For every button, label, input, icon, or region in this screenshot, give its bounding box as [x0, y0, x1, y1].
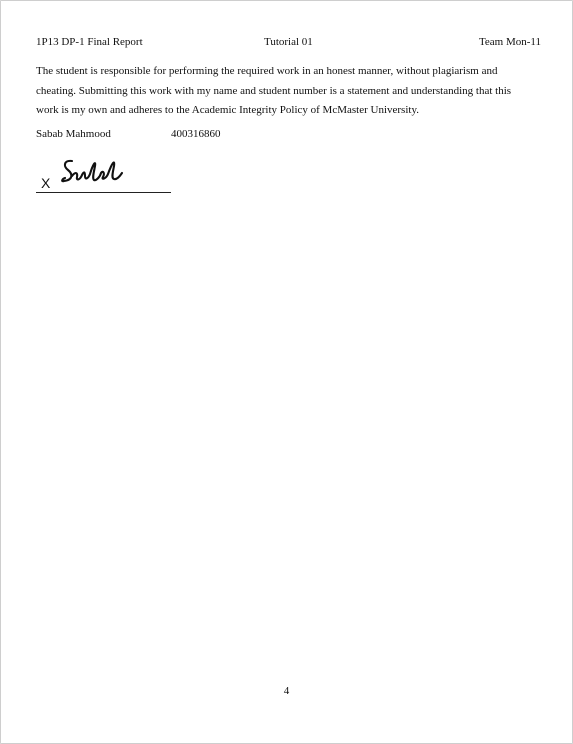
signature-x-mark: X — [41, 175, 51, 191]
header-team: Team Mon-11 — [478, 36, 541, 48]
student-name: Sabab Mahmood — [36, 128, 111, 140]
header-report-title: 1P13 DP-1 Final Report — [36, 36, 143, 48]
header-tutorial: Tutorial 01 — [264, 36, 313, 48]
document-page — [1, 1, 572, 743]
page-header — [36, 36, 541, 50]
page-number: 4 — [283, 685, 290, 697]
signer-info — [36, 128, 336, 142]
handwritten-signature — [60, 156, 132, 188]
signature-block — [36, 156, 171, 196]
academic-integrity-statement: The student is responsible for performing the required work in an honest manner, without plagiarism and cheating. Submitting this work with my name and student number is a statement and understanding that this work is my own and adheres to the Academic Integrity Policy of McMaster University. — [36, 65, 512, 116]
student-number: 400316860 — [171, 128, 221, 140]
signature-line — [36, 192, 171, 193]
